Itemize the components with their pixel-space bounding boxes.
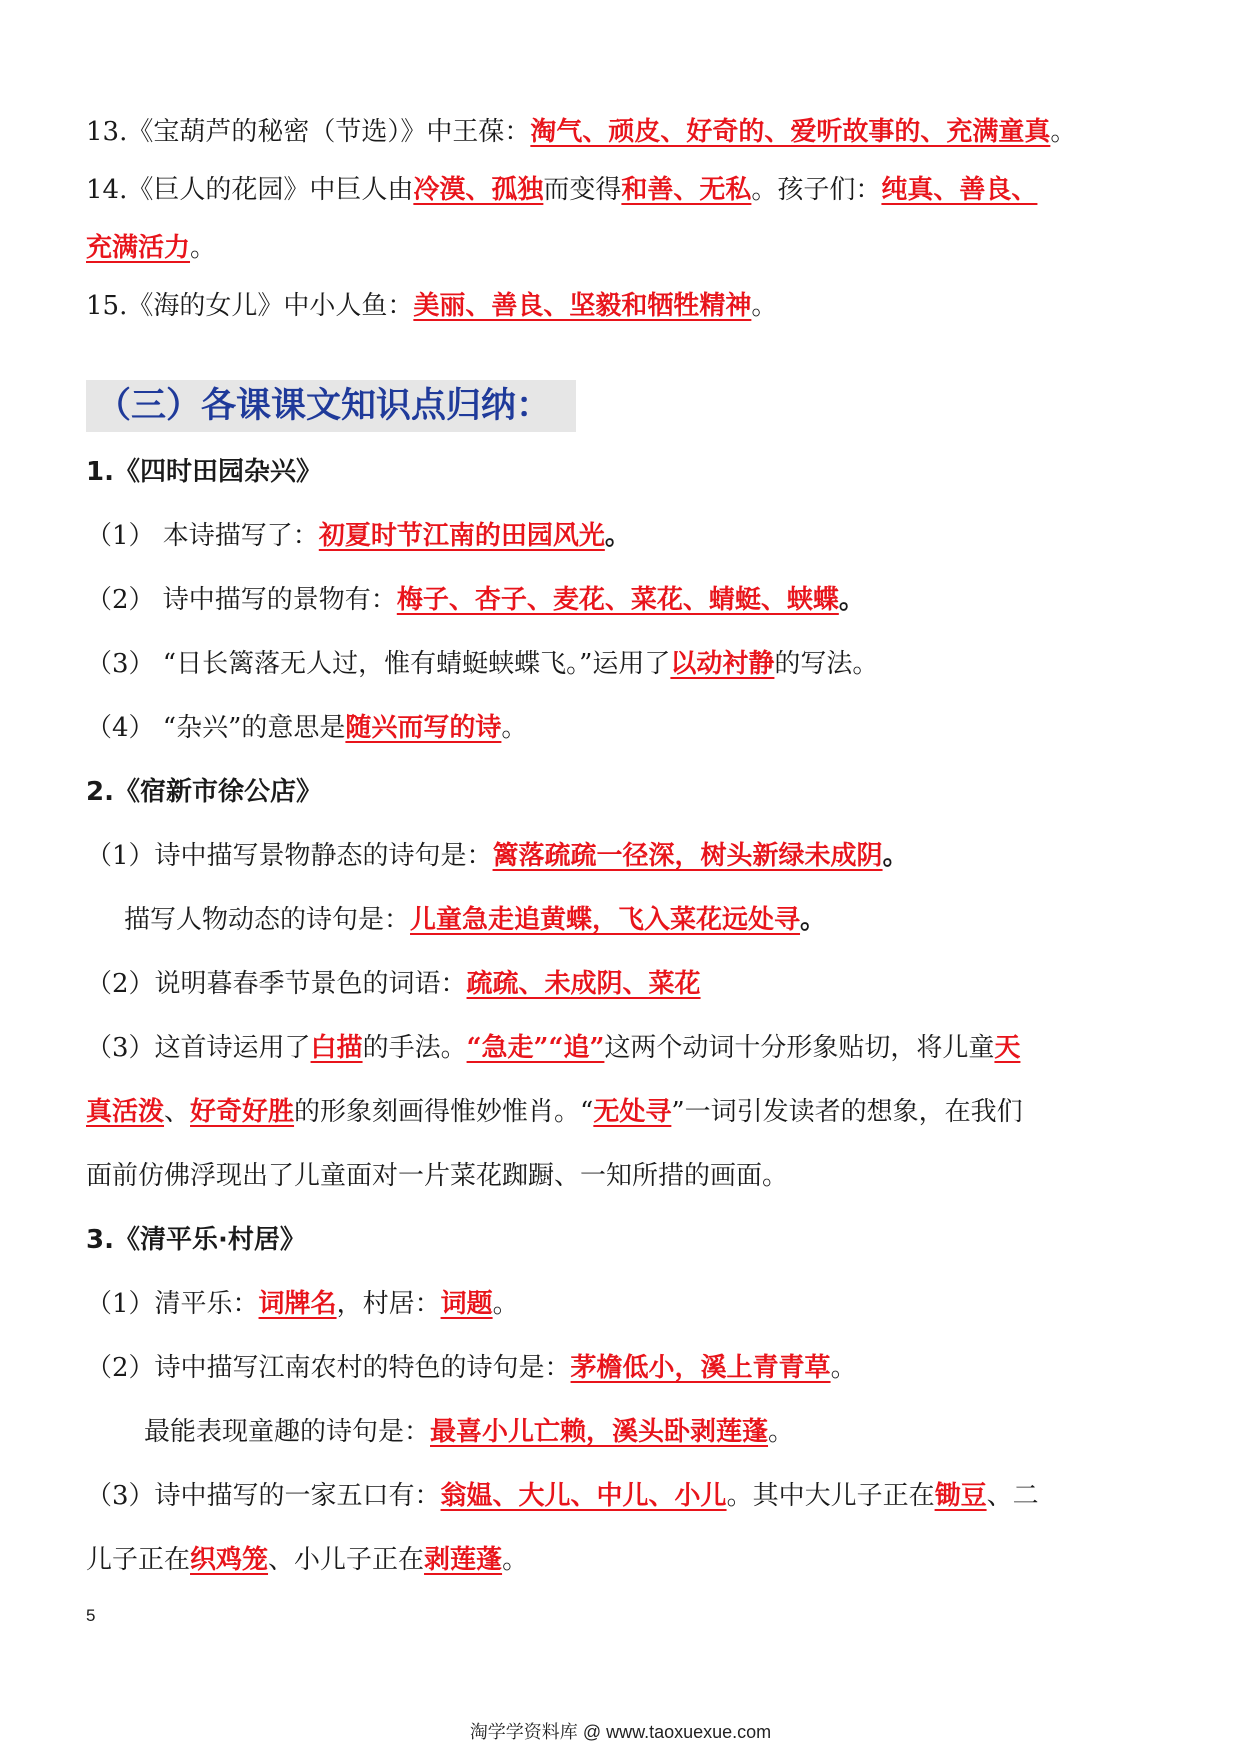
poem3-q3b: 儿子正在织鸡笼、小儿子正在剥莲蓬。 (86, 1545, 529, 1575)
answer: 词牌名 (258, 1289, 337, 1319)
answer: 淘气、顽皮、好奇的、爱听故事的、充满童真 (530, 117, 1051, 147)
answer: 儿童急走追黄蝶，飞入菜花远处寻 (410, 905, 801, 935)
poem3-q3a: （3）诗中描写的一家五口有：翁媪、大儿、中儿、小儿。其中大儿子正在锄豆、二 (86, 1481, 1039, 1511)
answer: 疏疏、未成阴、菜花 (466, 969, 701, 999)
answer: 无处寻 (593, 1097, 672, 1127)
answer: 梅子、杏子、麦花、菜花、蜻蜓、蛱蝶 (396, 585, 839, 615)
poem1-q1: （1） 本诗描写了：初夏时节江南的田园风光。 (86, 521, 631, 551)
poem2-q1a: （1）诗中描写景物静态的诗句是：篱落疏疏一径深，树头新绿未成阴。 (86, 841, 909, 871)
answer: 织鸡笼 (190, 1545, 269, 1575)
answer: 以动衬静 (670, 649, 775, 679)
item-14-cont: 充满活力。 (86, 233, 217, 263)
poem2-q3a: （3）这首诗运用了白描的手法。“急走”“追”这两个动词十分形象贴切，将儿童天 (86, 1033, 1021, 1063)
footer-watermark: 淘学学资料库 @ www.taoxuexue.com (469, 1722, 772, 1742)
answer: 好奇好胜 (190, 1097, 295, 1127)
answer: 词题 (440, 1289, 493, 1319)
poem1-q3: （3） “日长篱落无人过，惟有蜻蜓蛱蝶飞。”运用了以动衬静的写法。 (86, 649, 879, 679)
poem1-q4: （4） “杂兴”的意思是随兴而写的诗。 (86, 713, 528, 743)
poem3-q1: （1）清平乐：词牌名，村居：词题。 (86, 1289, 519, 1319)
answer: 和善、无私 (621, 175, 752, 205)
poem3-q2b: 最能表现童趣的诗句是：最喜小儿亡赖，溪头卧剥莲蓬。 (144, 1417, 795, 1447)
answer: 冷漠、孤独 (413, 175, 544, 205)
poem3-q2a: （2）诗中描写江南农村的特色的诗句是：茅檐低小，溪上青青草。 (86, 1353, 857, 1383)
item-13: 13.《宝葫芦的秘密（节选）》中王葆：淘气、顽皮、好奇的、爱听故事的、充满童真。 (86, 117, 1077, 147)
answer: 翁媪、大儿、中儿、小儿 (440, 1481, 727, 1511)
answer: 美丽、善良、坚毅和牺牲精神 (413, 291, 752, 321)
poem2-q2: （2）说明暮春季节景色的词语：疏疏、未成阴、菜花 (86, 969, 701, 999)
answer: 白描 (310, 1033, 363, 1063)
answer: 剥莲蓬 (424, 1545, 503, 1575)
item-15: 15.《海的女儿》中小人鱼：美丽、善良、坚毅和牺牲精神。 (86, 291, 778, 321)
poem1-title: 1.《四时田园杂兴》 (86, 457, 322, 487)
poem2-q3b: 真活泼、好奇好胜的形象刻画得惟妙惟肖。“无处寻”一词引发读者的想象，在我们 (86, 1097, 1023, 1127)
answer: 天 (994, 1033, 1021, 1063)
answer: 纯真、善良、 (881, 175, 1038, 205)
answer: 充满活力 (86, 233, 191, 263)
answer: 初夏时节江南的田园风光 (318, 521, 605, 551)
answer: 最喜小儿亡赖，溪头卧剥莲蓬 (430, 1417, 769, 1447)
poem1-q2: （2） 诗中描写的景物有：梅子、杏子、麦花、菜花、蜻蜓、蛱蝶。 (86, 585, 865, 615)
answer: 篱落疏疏一径深，树头新绿未成阴 (492, 841, 883, 871)
poem2-q3c: 面前仿佛浮现出了儿童面对一片菜花踟蹰、一知所措的画面。 (86, 1161, 789, 1191)
poem2-q1b: 描写人物动态的诗句是：儿童急走追黄蝶，飞入菜花远处寻。 (124, 905, 827, 935)
section-title: （三）各课课文知识点归纳： (86, 380, 576, 432)
poem3-title: 3.《清平乐·村居》 (86, 1225, 306, 1255)
answer: 锄豆 (934, 1481, 987, 1511)
answer: “急走”“追” (466, 1033, 605, 1063)
page-number: 5 (86, 1606, 96, 1625)
poem2-title: 2.《宿新市徐公店》 (86, 777, 322, 807)
answer: 随兴而写的诗 (345, 713, 502, 743)
item-14: 14.《巨人的花园》中巨人由冷漠、孤独而变得和善、无私。孩子们：纯真、善良、 (86, 175, 1038, 205)
answer: 茅檐低小，溪上青青草 (570, 1353, 831, 1383)
answer: 真活泼 (86, 1097, 165, 1127)
